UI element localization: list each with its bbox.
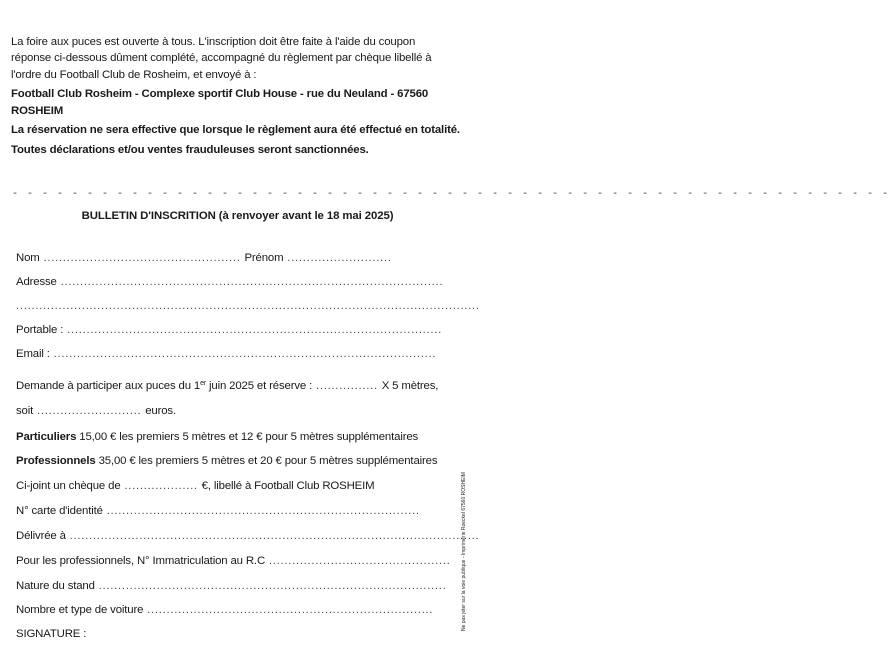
intro-block bbox=[11, 34, 461, 159]
demande-text-2: juin 2025 et réserve : bbox=[206, 380, 313, 392]
professionnels-label: Professionnels bbox=[16, 455, 96, 467]
delivree-field[interactable]: .......................................................................................................... bbox=[65, 530, 480, 542]
metres-field[interactable]: ................ bbox=[312, 380, 382, 392]
nature-row bbox=[16, 580, 461, 592]
name-row bbox=[16, 252, 461, 264]
intro-line-1: La foire aux puces est ouverte à tous. L'inscription doit être faite à l'aide du coupon bbox=[11, 36, 416, 48]
nature-field[interactable]: .......................................................................................... bbox=[94, 580, 447, 592]
voiture-field[interactable]: .......................................................................... bbox=[143, 604, 434, 616]
intro-line-2: réponse ci-dessous dûment complété, accompagné du règlement par chèque libellé à bbox=[11, 52, 432, 65]
cut-line: - - - - - - - - - - - - - - - - - - - - - - - - - - - - - - - - - - - - - - - - - - - - - - - - - - - - - - - - - - - bbox=[12, 189, 890, 200]
nature-label: Nature du stand bbox=[16, 580, 95, 592]
sanctions-notice: Toutes déclarations et/ou ventes frauduleuses seront sanctionnées. bbox=[11, 144, 369, 157]
address-row bbox=[16, 276, 461, 288]
form-title: BULLETIN D'INSCRITION (à renvoyer avant le 18 mai 2025) bbox=[81, 210, 394, 222]
voiture-row bbox=[16, 604, 461, 616]
cheque-row bbox=[16, 480, 461, 492]
professionnels-text: 35,00 € les premiers 5 mètres et 20 € pour 5 mètres supplémentaires bbox=[95, 455, 438, 467]
immat-field[interactable]: ............................................... bbox=[265, 555, 451, 567]
carte-field[interactable]: ................................................................................. bbox=[102, 505, 420, 517]
professionnels-row bbox=[16, 455, 461, 467]
demande-metres: X 5 mètres, bbox=[381, 380, 439, 392]
voiture-label: Nombre et type de voiture bbox=[16, 604, 144, 616]
signature-row bbox=[16, 628, 461, 640]
euros-label: euros. bbox=[145, 405, 176, 417]
address-row-2 bbox=[16, 300, 480, 312]
nom-label: Nom bbox=[16, 252, 40, 264]
demande-text: Demande à participer aux puces du 1 bbox=[16, 380, 201, 392]
demande-row bbox=[16, 380, 461, 392]
immat-row bbox=[16, 555, 461, 567]
side-note: Ne pas jeter sur la voie publique - Imprimerie Roeckel 67560 ROSHEIM bbox=[461, 472, 467, 631]
portable-field[interactable]: ................................................................................................. bbox=[63, 324, 443, 336]
prenom-label: Prénom bbox=[244, 252, 284, 264]
nom-field[interactable]: ................................................... bbox=[39, 252, 245, 264]
adresse-label: Adresse bbox=[16, 276, 57, 288]
email-label: Email : bbox=[16, 348, 50, 360]
email-row bbox=[16, 348, 461, 360]
particuliers-row bbox=[16, 431, 461, 443]
particuliers-text: 15,00 € les premiers 5 mètres et 12 € pour 5 mètres supplémentaires bbox=[76, 431, 419, 443]
cheque-text: €, libellé à Football Club ROSHEIM bbox=[201, 480, 375, 492]
portable-label: Portable : bbox=[16, 324, 64, 336]
delivree-row bbox=[16, 530, 480, 542]
carte-label: N° carte d'identité bbox=[16, 505, 103, 517]
demande-sup: er bbox=[200, 380, 207, 387]
adresse-field[interactable]: ................................................................................................... bbox=[56, 276, 444, 288]
email-field[interactable]: ................................................................................................... bbox=[49, 348, 437, 360]
portable-row bbox=[16, 324, 461, 336]
reservation-notice: La réservation ne sera effective que lorsque le règlement aura été effectué en totalité. bbox=[11, 124, 460, 137]
cheque-amount-field[interactable]: ................... bbox=[120, 480, 202, 492]
adresse-field-2[interactable]: ........................................................................................................................ bbox=[16, 300, 480, 312]
cheque-label: Ci-joint un chèque de bbox=[16, 480, 121, 492]
club-address: Football Club Rosheim - Complexe sportif Club House - rue du Neuland - 67560 ROSHEIM bbox=[11, 88, 429, 117]
delivree-label: Délivrée à bbox=[16, 530, 66, 542]
euros-field[interactable]: ........................... bbox=[33, 405, 146, 417]
intro-line-3: l'ordre du Football Club de Rosheim, et envoyé à : bbox=[11, 68, 257, 81]
soit-row bbox=[16, 405, 461, 417]
carte-row bbox=[16, 505, 461, 517]
prenom-field[interactable]: ........................... bbox=[283, 252, 392, 264]
signature-label[interactable]: SIGNATURE : bbox=[16, 628, 87, 640]
particuliers-label: Particuliers bbox=[16, 431, 77, 443]
immat-label: Pour les professionnels, N° Immatriculation au R.C bbox=[16, 555, 266, 567]
soit-label: soit bbox=[16, 405, 34, 417]
